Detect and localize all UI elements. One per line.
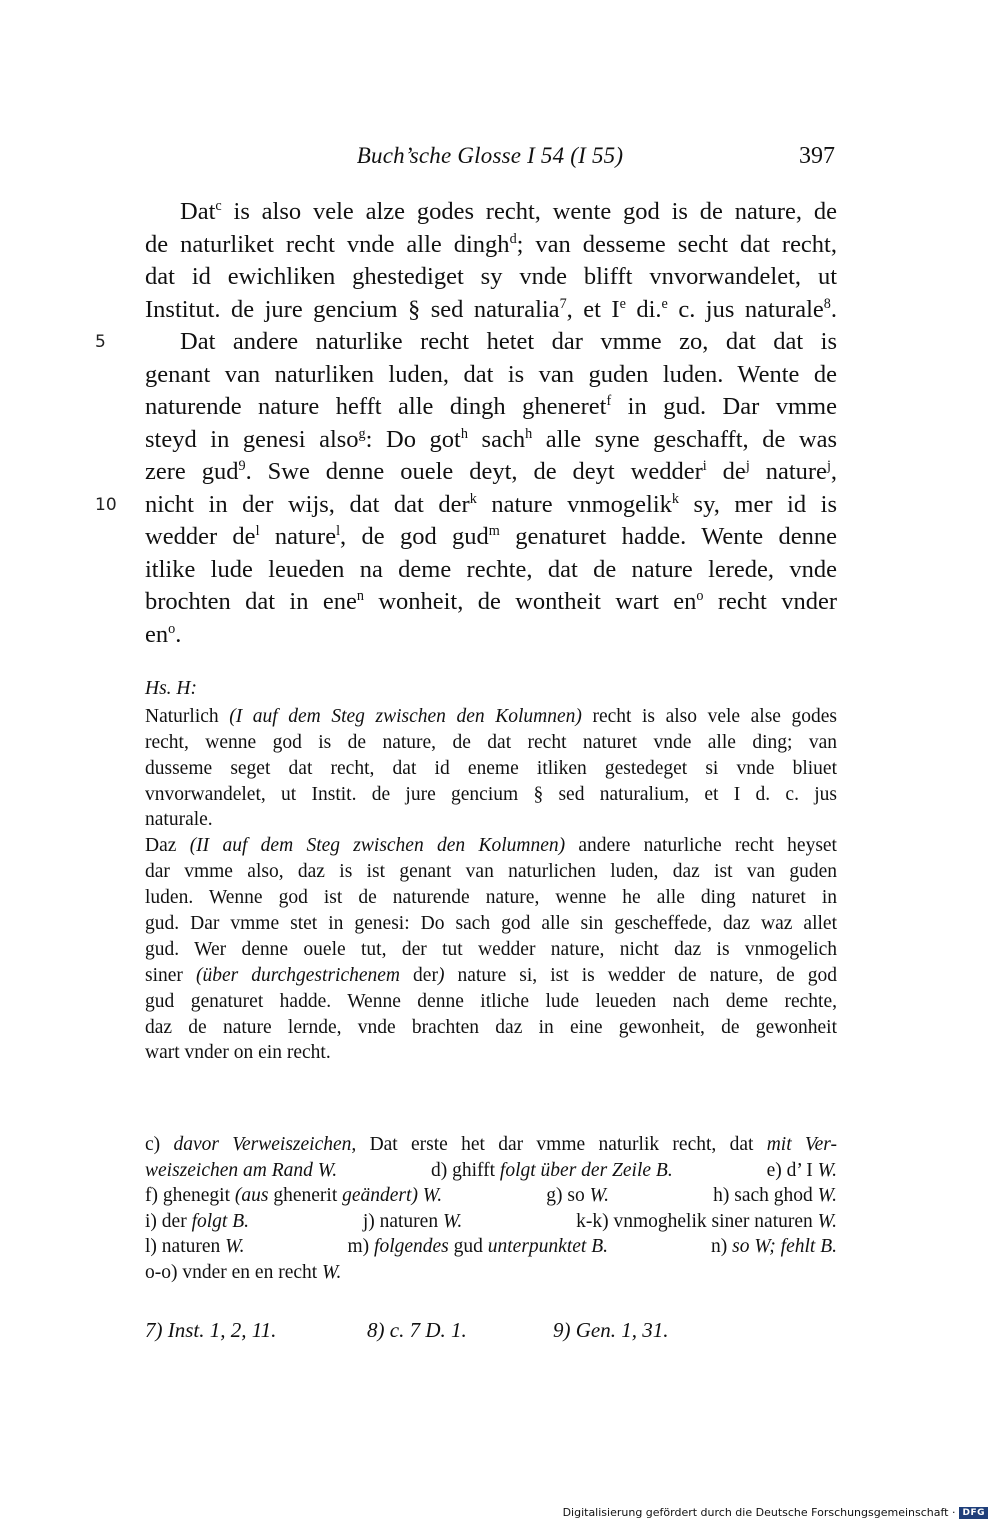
source-marker: 8 bbox=[823, 295, 831, 312]
variant-line: gud. Dar vmme stet in genesi: Do sach god alle sin gescheffede, daz waz allet bbox=[145, 913, 837, 935]
editorial-note: (I auf dem Steg zwischen den Kolumnen) bbox=[229, 705, 582, 727]
text-line: steyd in genesi also$^g$: Do got$^h$ sach$^h$ alle syne geschafft, de was bbox=[145, 425, 837, 453]
variant-line: vnvorwandelet, ut Instit. de jure gencium § sed naturalium, et I d. c. jus bbox=[145, 783, 837, 805]
text-line: brochten dat in ene$^n$ wonheit, de wontheit wart $en^o$ recht vnder bbox=[145, 588, 837, 615]
variant-line: wart vnder on ein recht. bbox=[145, 1042, 331, 1064]
source-notes bbox=[145, 1318, 668, 1343]
source-note: 8) c. 7 D. 1. bbox=[367, 1318, 467, 1342]
apparatus-line: l) naturen W. m) folgendes gud unterpunktet B. n) so W; fehlt B. bbox=[145, 1236, 837, 1258]
source-note: 7) Inst. 1, 2, 11. bbox=[145, 1318, 277, 1342]
variant-line: Daz (II auf dem Steg zwischen den Kolumnen) andere naturliche recht heyset bbox=[145, 835, 837, 857]
variant-line: siner (über durchgestrichenem der) nature si, ist is wedder de nature, de god bbox=[145, 964, 837, 986]
variant-heading: Hs. H: bbox=[145, 678, 197, 699]
text-line: $en^o$. bbox=[145, 620, 182, 648]
source-marker: 7 bbox=[559, 295, 567, 312]
running-head bbox=[145, 143, 835, 173]
text-line: zere gud$^9$. Swe denne ouele deyt, de deyt wedder$^i$ $de^j$ nature$^j$, bbox=[145, 458, 838, 485]
text-line: naturende nature hefft alle dingh gheneret$^f$ in gud. Dar vmme bbox=[145, 393, 837, 420]
text-line: dat id ewichliken ghestediget sy vnde blifft vnvorwandelet, ut bbox=[145, 263, 837, 290]
variant-line: gud. Wer denne ouele tut, der tut wedder nature, nicht daz is vnmogelich bbox=[145, 938, 837, 960]
text-line: itlike lude leueden na deme rechte, dat de nature lerede, vnde bbox=[145, 555, 837, 583]
text-line: wedder $de^l$ nature$^l$, de god gud$^m$ genaturet hadde. Wente denne bbox=[145, 523, 837, 550]
dfg-logo: DFG bbox=[959, 1507, 988, 1519]
footnote-marker: d bbox=[509, 230, 517, 247]
editorial-note: (II auf dem Steg zwischen den Kolumnen) bbox=[189, 835, 566, 857]
apparatus-line: o-o) vnder en en recht W. bbox=[145, 1261, 342, 1283]
text-line: Dat$^c$ is also vele alze godes recht, wente god is de nature, de bbox=[180, 198, 837, 225]
apparatus-line: f) ghenegit (aus ghenerit geändert) W. g) so W. h) sach ghod W. bbox=[145, 1185, 837, 1207]
text-line: genant van naturliken luden, dat is van guden luden. Wente de bbox=[145, 360, 837, 388]
variant-line: luden. Wenne god ist de naturende nature, wenne he alle ding naturet in bbox=[145, 887, 837, 909]
line-number: 5 bbox=[95, 332, 106, 352]
text-line: 5 Dat andere naturlike recht hetet dar vmme zo, dat dat is bbox=[145, 326, 837, 359]
variant-line: daz de nature lernde, vnde brachten daz in eine gewonheit, de gewonheit bbox=[145, 1016, 837, 1038]
main-text bbox=[95, 196, 838, 651]
running-title: Buch’sche Glosse I 54 (I 55) bbox=[356, 143, 624, 168]
manuscript-h-variant bbox=[145, 676, 837, 1066]
page-number: 397 bbox=[799, 143, 835, 169]
text-line: Institut. de jure gencium § sed naturalia$^7$, et Ie di.$^e$ c. jus naturale$^8$. bbox=[145, 295, 837, 323]
variant-line: Naturlich (I auf dem Steg zwischen den Kolumnen) recht is also vele alse godes bbox=[145, 705, 838, 727]
footnote-marker: c bbox=[215, 198, 222, 215]
variant-line: gud genaturet hadde. Wenne denne itliche lude leueden nach deme rechte, bbox=[145, 990, 837, 1012]
text-line: de naturliket recht vnde alle dingh$^d$; van desseme secht dat recht, bbox=[145, 230, 837, 258]
text-line: 10 nicht in der wijs, dat dat der$^k$ nature vnmogelik$^k$ sy, mer id is bbox=[145, 489, 837, 522]
variant-line: naturale. bbox=[145, 809, 213, 831]
line-number: 10 bbox=[95, 494, 117, 515]
digitization-credit: Digitalisierung gefördert durch die Deutsche Forschungsgemeinschaft · DFG bbox=[563, 1506, 988, 1519]
variant-line: recht, wenne god is de nature, de dat recht naturet vnde alle ding; van bbox=[145, 731, 837, 753]
apparatus-line: c) davor Verweiszeichen, Dat erste het dar vmme naturlik recht, dat mit Ver- bbox=[145, 1134, 837, 1155]
variant-line: dar vmme also, daz is ist genant van naturlichen luden, daz ist van guden bbox=[145, 861, 837, 883]
critical-apparatus bbox=[145, 1132, 837, 1286]
apparatus-line: i) der folgt B. j) naturen W. k-k) vnmoghelik siner naturen W. bbox=[145, 1210, 837, 1232]
apparatus-line: weiszeichen am Rand W. d) ghifft folgt über der Zeile B. e) d’ I W. bbox=[145, 1159, 837, 1181]
source-note: 9) Gen. 1, 31. bbox=[553, 1318, 669, 1342]
variant-line: dusseme seget dat recht, dat id eneme itliken gestedeget si vnde bliuet bbox=[145, 757, 837, 779]
